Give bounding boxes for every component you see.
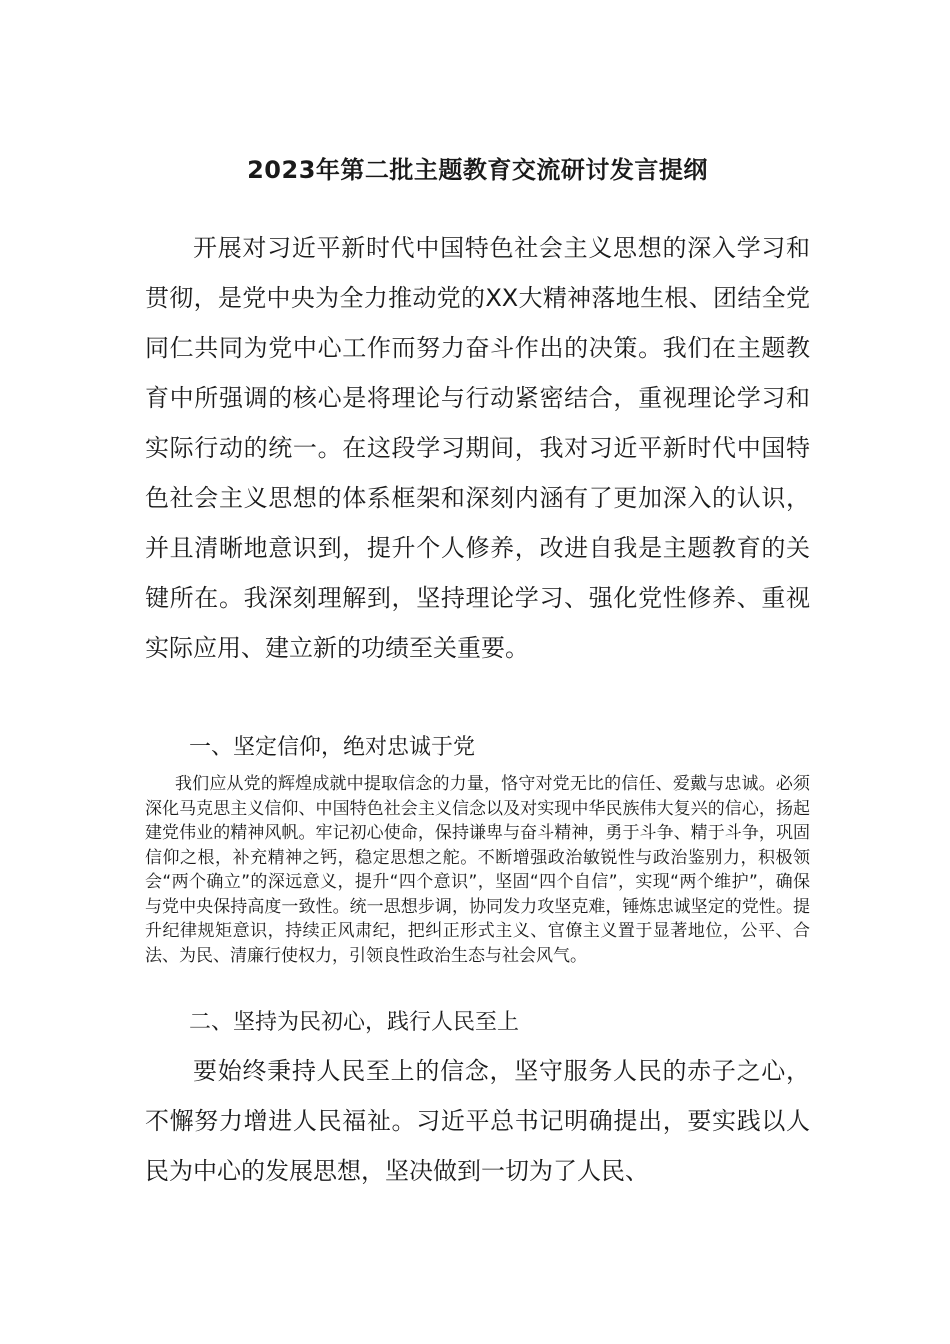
section-2-heading: 二、坚持为民初心，践行人民至上 (189, 1010, 520, 1035)
section-1-body: 我们应从党的辉煌成就中提取信念的力量，恪守对党无比的信任、爱戴与忠诚。必须深化马克思主义信仰、中国特色社会主义信念以及对实现中华民族伟大复兴的信心，扬起建党伟业的精神风帆。牢记初心使命，保持谦卑与奋斗精神，勇于斗争、精于斗争，巩固信仰之根，补充精神之钙，稳定思想之舵。不断增强政治敏锐性与政治鉴别力，积极领会“两个确立”的深远意义，提升“四个意识”，坚固“四个自信”，实现“两个维护”，确保与党中央保持高度一致性。统一思想步调，协同发力攻坚克难，锤炼忠诚坚定的党性。提升纪律规矩意识，持续正风肃纪，把纠正形式主义、官僚主义置于显著地位，公平、合法、为民、清廉行使权力，引领良性政治生态与社会风气。 (145, 774, 810, 966)
document-title: 2023年第二批主题教育交流研讨发言提纲 (247, 156, 708, 184)
section-2-body: 要始终秉持人民至上的信念，坚守服务人民的赤子之心，不懈努力增进人民福祉。习近平总书记明确提出，要实践以人民为中心的发展思想，坚决做到一切为了人民、 (145, 1057, 810, 1185)
section-1-heading: 一、坚定信仰，绝对忠诚于党 (189, 735, 476, 760)
intro-paragraph: 开展对习近平新时代中国特色社会主义思想的深入学习和贯彻，是党中央为全力推动党的XX大精神落地生根、团结全党同仁共同为党中心工作而努力奋斗作出的决策。我们在主题教育中所强调的核心是将理论与行动紧密结合，重视理论学习和实际行动的统一。在这段学习期间，我对习近平新时代中国特色社会主义思想的体系框架和深刻内涵有了更加深入的认识，并且清晰地意识到，提升个人修养，改进自我是主题教育的关键所在。我深刻理解到，坚持理论学习、强化党性修养、重视实际应用、建立新的功绩至关重要。 (145, 234, 810, 662)
